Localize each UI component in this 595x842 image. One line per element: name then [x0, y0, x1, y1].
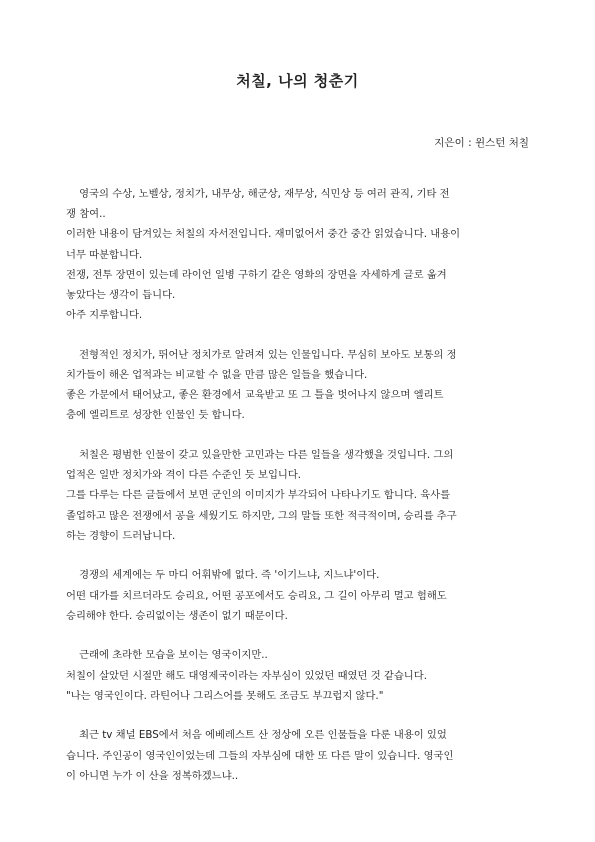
paragraph-line: 경쟁의 세계에는 두 마디 어휘밖에 없다. 즉 '이기느냐, 지느냐'이다.: [66, 569, 380, 582]
paragraph: [66, 345, 530, 426]
paragraph-line: 이러한 내용이 담겨있는 처칠의 자서전입니다. 재미없어서 중간 중간 읽었습니다. 내용이: [66, 228, 461, 241]
paragraph-line: 쟁 참여..: [66, 208, 106, 221]
paragraph-line: 그를 다루는 다른 글들에서 보면 군인의 이미지가 부각되어 나타나기도 합니다. 육사를: [66, 489, 451, 502]
paragraph-line: 하는 경향이 드러납니다.: [66, 529, 176, 542]
paragraph-line: 층에 엘리트로 성장한 인물인 듯 합니다.: [66, 409, 245, 422]
paragraph-line: 처칠이 살았던 시절만 해도 대영제국이라는 자부심이 있었던 때였던 것 같습니다.: [66, 669, 427, 682]
paragraph-line: 영국의 수상, 노벨상, 정치가, 내무상, 해군상, 재무상, 식민상 등 여러 관직, 기타 전: [66, 188, 450, 200]
paragraph: [66, 445, 530, 546]
paragraph-line: 전쟁, 전투 장면이 있는데 라이언 일병 구하기 같은 영화의 장면을 자세하게 글로 옮겨: [66, 268, 447, 281]
paragraph-line: 좋은 가문에서 태어났고, 좋은 환경에서 교육받고 또 그 틀을 벗어나지 않으며 엘리트: [66, 389, 444, 402]
paragraph-line: 최근 tv 채널 EBS에서 처음 에베레스트 산 정상에 오른 인물들을 다룬 내용이 있었: [66, 729, 447, 742]
paragraph-line: 치가들이 해온 업적과는 비교할 수 없을 만큼 많은 일들을 했습니다.: [66, 369, 368, 382]
author-line: 지은이 : 윈스턴 처칠: [434, 137, 529, 149]
paragraph-line: 졸업하고 많은 전쟁에서 공을 세웠기도 하지만, 그의 말들 또한 적극적이며, 승리를 추구: [66, 509, 457, 522]
document-title: 처칠, 나의 청춘기: [236, 72, 359, 90]
paragraph-line: 이 아니면 누가 이 산을 정복하겠느냐..: [66, 769, 239, 782]
paragraph-line: "나는 영국인이다. 라틴어나 그리스어를 못해도 조금도 부끄럽지 않다.": [66, 689, 384, 702]
paragraph-line: 어떤 대가를 치르더라도 승리요, 어떤 공포에서도 승리요, 그 길이 아무리 멀고 험해도: [66, 589, 447, 602]
paragraph-line: 습니다. 주인공이 영국인이었는데 그들의 자부심에 대한 또 다른 말이 있습니다. 영국인: [66, 749, 454, 762]
paragraph: [66, 565, 530, 626]
paragraph-line: 근래에 초라한 모습을 보이는 영국이지만..: [66, 649, 268, 662]
paragraph-line: 놓았다는 생각이 듭니다.: [66, 289, 176, 302]
paragraph: [66, 645, 530, 706]
paragraph: [66, 725, 530, 786]
paragraph-line: 너무 따분합니다.: [66, 248, 143, 261]
paragraph-line: 처칠은 평범한 인물이 갖고 있을만한 고민과는 다른 일들을 생각했을 것입니다. 그의: [66, 449, 454, 462]
document-body: [66, 184, 530, 805]
paragraph-line: 아주 지루합니다.: [66, 309, 143, 322]
paragraph-line: 업적은 일반 정치가와 격이 다른 수준인 듯 보입니다.: [66, 469, 302, 482]
paragraph-line: 전형적인 정치가, 뛰어난 정치가로 알려져 있는 인물입니다. 무심히 보아도 보통의 정: [66, 348, 457, 361]
paragraph: [66, 184, 530, 325]
paragraph-line: 승리해야 한다. 승리없이는 생존이 없기 때문이다.: [66, 609, 288, 622]
